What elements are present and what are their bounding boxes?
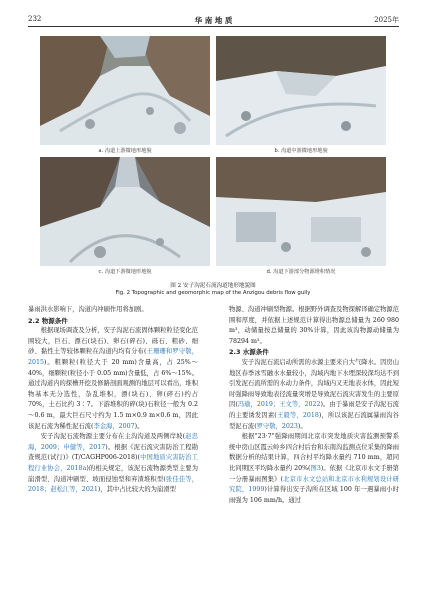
photo-panel-c	[40, 157, 210, 266]
figure-2	[40, 36, 386, 306]
citation-link[interactable]: 赵忠海，2009；申健等，2017	[28, 433, 198, 451]
publication-year: 2025年	[374, 16, 399, 24]
citation-link[interactable]: 李金海，2007	[93, 422, 135, 430]
paragraph: 根据"23·7"强降雨期间北京市突发地质灾害监测预警系统中房山区霞云岭乡四合村后台和东南沟监测点位采集的降雨数据分析的结果计算，四合村平均降水量约 710 mm，超同比同期区平均降水量约 20%(图3)。依据《北京市水文手册第一分册暴雨图集》(北京市水文总站和北京市水利规划设计研究院，1999)计算得出安子沟所在区域 100 年一遇暴雨小时雨强为 106 mm/h。通过	[229, 433, 400, 504]
panel-c-caption: c. 沟道下游微地形地貌	[98, 269, 152, 275]
citation-link[interactable]: 王珊珊和罗守敬，2015	[28, 348, 199, 366]
paragraph: 暴雨洪水影响下，沟道内冲刷作用将加剧。	[28, 306, 148, 313]
photo-panel-b	[216, 36, 386, 145]
citation-link[interactable]: 罗守敬，2023	[256, 422, 298, 430]
citation-link[interactable]: 王毅等，2018	[276, 411, 319, 419]
panel-a-caption: a. 沟道上游微地形地貌	[98, 148, 152, 154]
section-heading: 2.3 水源条件	[229, 348, 269, 357]
paragraph: 物源、沟道冲刷型物源。根据野外调查及物探解译确定物源范围和厚度，并依据上述规范计算得出物源总储量为 260 980 m³，动储量按总储量的 30%计算，因此该沟物源动储量为78294 m³。	[229, 306, 400, 345]
citation-link[interactable]: 图3	[310, 464, 321, 472]
running-header	[28, 14, 399, 27]
photo-panel-d	[216, 157, 386, 266]
citation-link[interactable]: 冯瑜，2019；王文等，2022	[237, 401, 321, 409]
right-column	[229, 305, 399, 506]
photo-panel-a	[40, 36, 210, 145]
panel-b-caption: b. 沟道中游微地形地貌	[274, 148, 328, 154]
citation-link[interactable]: 北京市水文总站和北京市水利规划设计研究院，1999	[229, 475, 399, 494]
section-heading: 2.2 物源条件	[28, 316, 68, 325]
left-column	[28, 305, 198, 496]
journal-title: 华 南 地 质	[194, 16, 233, 25]
citation-link[interactable]: 中国地质灾害防治工程行业协会，2018a	[28, 454, 199, 472]
paragraph: 安子沟泥石流物源主要分布在主沟沟道及两侧岸坡(赵忠海，2009；申健等，2017)。根据《泥石流灾害防治工程勘查规范(试行)》(T/CAGHP006-2018)(中国地质灾害防治工程行业协会，2018a)的相关规定，该泥石流物源类型主要为崩滑型、沟道冲刷型、坡面侵蚀型和弃渣堆积型(张佳佳等，2018；赵松江等，2021)，其中占比较大的为崩滑型	[28, 433, 199, 494]
paragraph: 根据现场调查及分析，安子沟泥石流固体颗粒粒径变化范围较大，巨石、漂石(块石)、卵石(碎石)、砾石、粗砂、细砂、黏性土等较体颗粒在沟道内均有分布(王珊珊和罗守敬，2015)。粗颗粒(粒径大于 20 mm)含量高，占 25%～40%，细颗粒(粒径小于 0.05 mm)含量低，占 6%～15%。通过沟道内的探槽开挖及修路剖面观测的地层可以看出，堆积物基本无分选性，杂乱堆积，漂(块石)、卵(碎石)约占 70%，土石比约 3∶7。下游堆积的碎(块)石粒径一般为 0.2～0.6 m，最大巨石尺寸约为 1.5 m×0.9 m×0.6 m，因此该泥石流为稀性泥石流(李金海，2007)。	[28, 327, 199, 430]
citation-link[interactable]: 张佳佳等，2018；赵松江等，2021	[28, 475, 198, 494]
panel-d-caption: d. 沟道下游部分物源堆积情况	[266, 269, 336, 275]
page-number: 232	[28, 15, 42, 23]
figure-caption-en: Fig. 2 Topographic and geomorphic map of the Anzigou debris flow gully	[115, 290, 311, 296]
paragraph: 安子沟泥石流启动所需的水源主要来自大气降水。因房山地区春季冰雪融水水量较小，沟域内地下水埋深较深均达不到引发泥石流所需的水动力条件，沟域内又无地表水体，因此短时强降雨导致地表径流量突增是导致泥石流灾害发生的主要原因(冯瑜，2019；王文等，2022)。由于暴雨是安子沟泥石流的主要诱发因素(王毅等，2018)，所以该泥石流属暴雨沟谷型泥石流(罗守敬，2023)。	[229, 358, 400, 430]
figure-caption-cn: 图 2 安子沟泥石流沟道地形地貌图	[170, 283, 256, 289]
